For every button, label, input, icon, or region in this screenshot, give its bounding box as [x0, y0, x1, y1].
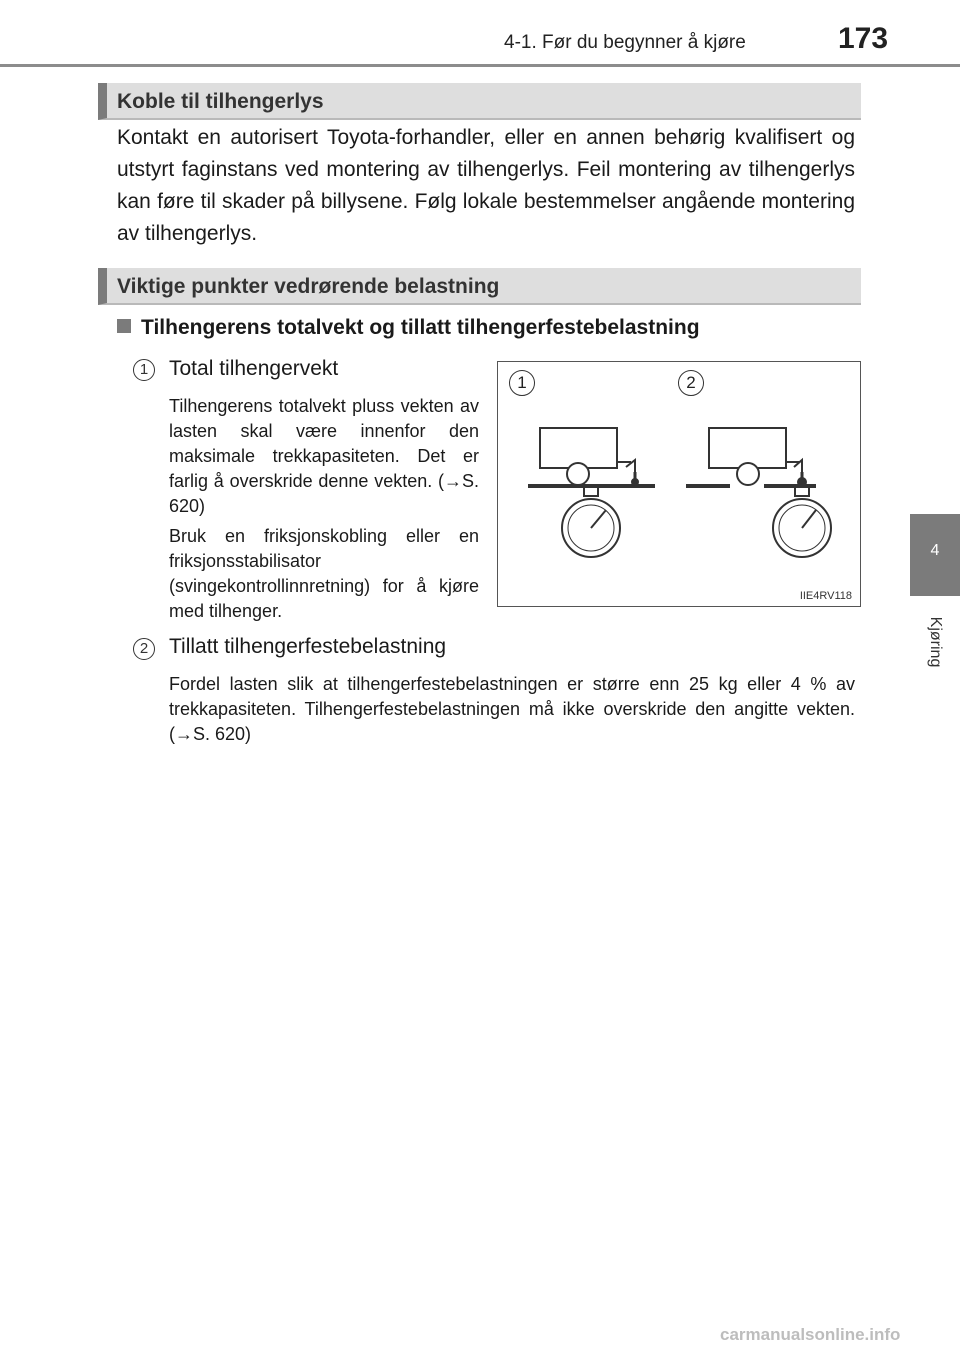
item-2-paragraph-1: Fordel lasten slik at tilhengerfestebelastningen er større enn 25 kg eller 4 % av trekkapasiteten. Tilhengerfestebelastningen må ikke overskride den angitte vekten. (→S. 620): [169, 674, 855, 744]
trailer-diagram-left: [528, 428, 655, 557]
page-number: 173: [838, 22, 889, 55]
trailer-body-icon: [540, 428, 617, 468]
item-number-1: 1: [133, 359, 155, 381]
trailer-body-icon: [709, 428, 786, 468]
trailer-wheel-icon: [737, 463, 759, 485]
item-1-paragraph-2: Bruk en friksjonskobling eller en friksjonsstabilisator (svingekontrollinnretning) for å kjøre med tilhenger.: [169, 526, 479, 621]
subheading: [117, 316, 700, 340]
watermark-text[interactable]: carmanualsonline.info: [720, 1325, 901, 1344]
figure-label-1: 1: [509, 370, 535, 396]
item-title-2: Tillatt tilhengerfestebelastning: [169, 635, 447, 658]
square-bullet-icon: [117, 319, 131, 333]
chapter-tab-number: 4: [930, 542, 940, 559]
section-heading-text: Koble til tilhengerlys: [117, 90, 324, 113]
trailer-scale-drawing: [498, 362, 862, 608]
item-title-1: Total tilhengervekt: [169, 357, 339, 380]
trailer-wheel-icon: [567, 463, 589, 485]
chapter-tab-label: Kjøring: [927, 616, 944, 668]
section-heading-lights: [98, 83, 861, 120]
section-heading-load: [98, 268, 861, 305]
subheading-text: Tilhengerens totalvekt og tillatt tilhengerfestebelastning: [141, 316, 700, 339]
item-number-2: 2: [133, 638, 155, 660]
figure-label-2: 2: [678, 370, 704, 396]
header-divider: [0, 64, 960, 67]
section-body-lights: Kontakt en autorisert Toyota-forhandler, eller en annen behørig kvalifisert og utstyrt faginstans ved montering av tilhengerlys. Feil montering av tilhengerlys kan føre til skader på billysene. Følg lokale bestemmelser angående montering av tilhengerlys.: [117, 126, 855, 245]
item-1-paragraph-1: Tilhengerens totalvekt pluss vekten av lasten skal være innenfor den maksimale trekkapasiteten. Det er farlig å overskride denne vekten. (→S. 620): [169, 396, 479, 516]
trailer-diagram-right: [686, 428, 831, 557]
figure-code: IIE4RV118: [799, 590, 852, 602]
trailer-weight-illustration: [497, 361, 861, 607]
header-section-title: 4-1. Før du begynner å kjøre: [504, 32, 746, 53]
chapter-tab[interactable]: [910, 514, 960, 596]
section-heading-text: Viktige punkter vedrørende belastning: [117, 275, 500, 298]
